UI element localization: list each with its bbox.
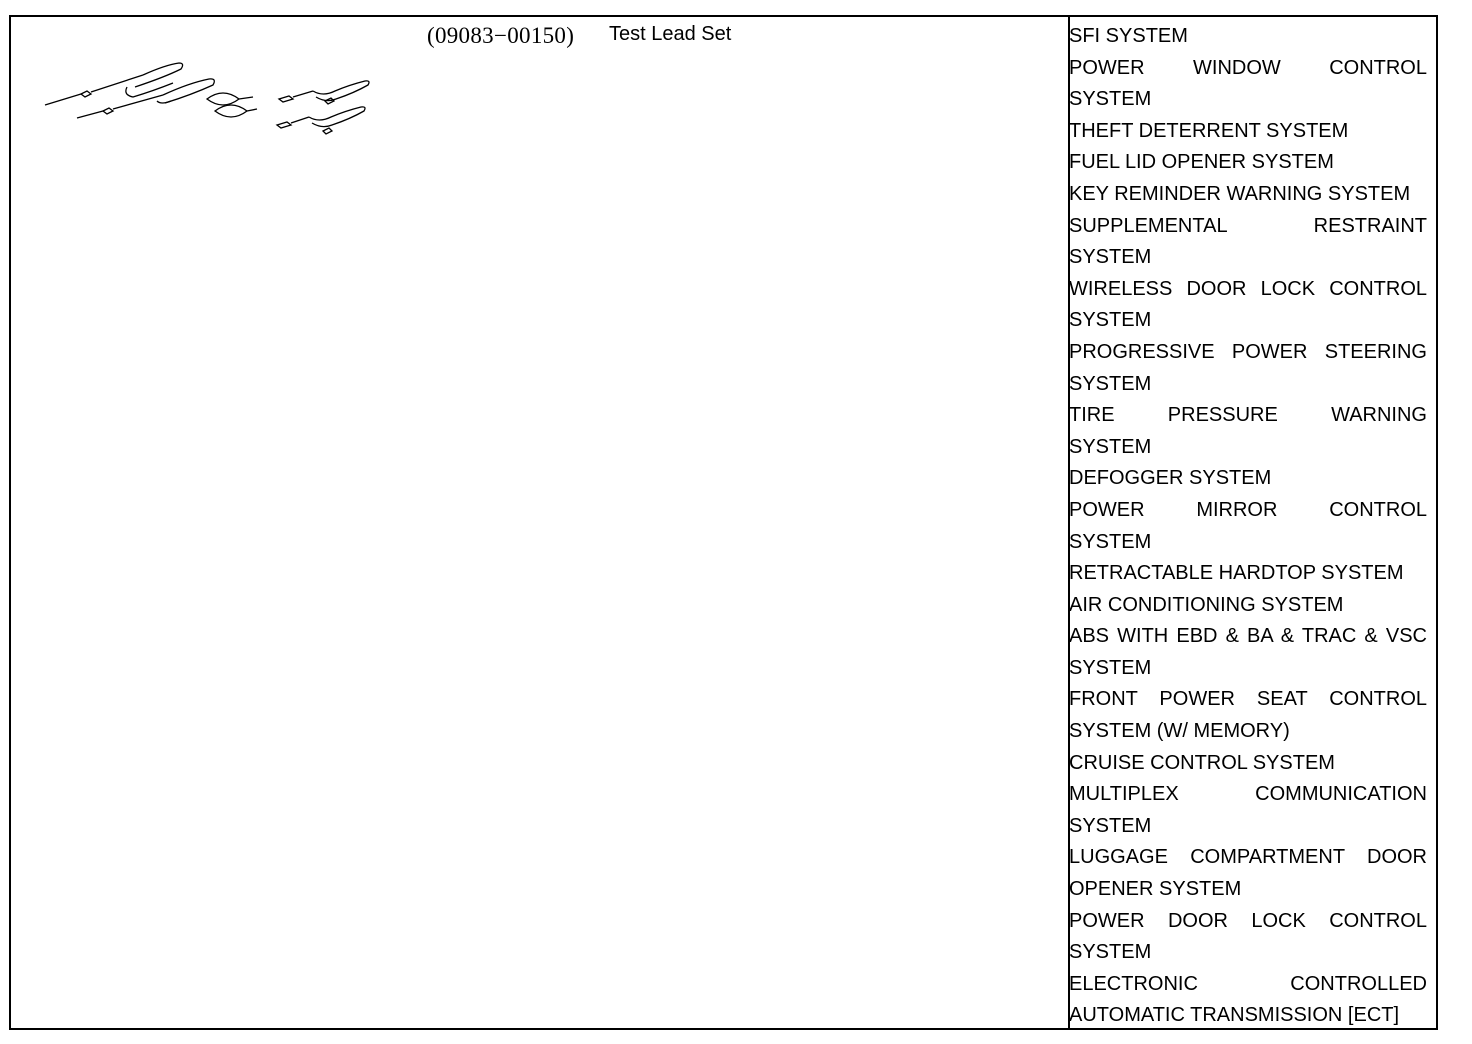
test-lead-set-illustration xyxy=(43,39,393,149)
system-item-line: PROGRESSIVE POWER STEERING xyxy=(1069,340,1427,363)
system-item-line: MULTIPLEX COMMUNICATION xyxy=(1069,783,1427,806)
system-item-line: KEY REMINDER WARNING SYSTEM xyxy=(1069,182,1411,205)
sst-table-frame xyxy=(9,15,1438,1030)
system-item-line: TIRE PRESSURE WARNING xyxy=(1069,404,1427,427)
tool-cell xyxy=(11,17,1068,1028)
system-item-line: LUGGAGE COMPARTMENT DOOR xyxy=(1069,846,1427,869)
system-item-line: CRUISE CONTROL SYSTEM xyxy=(1069,751,1335,774)
systems-list xyxy=(1069,21,1427,1032)
system-item-line: SYSTEM xyxy=(1069,435,1152,458)
tool-name: Test Lead Set xyxy=(609,23,732,45)
system-item-line: SYSTEM xyxy=(1069,530,1152,553)
system-item-line: ELECTRONIC CONTROLLED xyxy=(1069,972,1427,995)
system-item-line: SYSTEM xyxy=(1069,814,1152,837)
system-item-line: AIR CONDITIONING SYSTEM xyxy=(1069,593,1344,616)
tool-part-number: (09083−00150) xyxy=(427,23,575,48)
system-item-line: SYSTEM xyxy=(1069,246,1152,269)
system-item-line: FRONT POWER SEAT CONTROL xyxy=(1069,688,1427,711)
system-item-line: SUPPLEMENTAL RESTRAINT xyxy=(1069,214,1427,237)
system-item-line: POWER DOOR LOCK CONTROL xyxy=(1069,909,1427,932)
system-item-line: RETRACTABLE HARDTOP SYSTEM xyxy=(1069,562,1404,585)
system-item-line: SFI SYSTEM xyxy=(1069,25,1188,47)
system-item-line: POWER MIRROR CONTROL xyxy=(1069,498,1427,521)
system-item-line: SYSTEM xyxy=(1069,656,1152,679)
system-item-line: SYSTEM xyxy=(1069,372,1152,395)
system-item-line: WIRELESS DOOR LOCK CONTROL xyxy=(1069,277,1427,300)
system-item-line: SYSTEM xyxy=(1069,309,1152,332)
system-item-line: SYSTEM xyxy=(1069,941,1152,964)
system-item-line: OPENER SYSTEM xyxy=(1069,878,1242,901)
system-item-line: FUEL LID OPENER SYSTEM xyxy=(1069,151,1334,174)
system-item-line: DEFOGGER SYSTEM xyxy=(1069,467,1272,490)
system-item-line: ABS WITH EBD & BA & TRAC & VSC xyxy=(1069,625,1427,648)
system-item-line: AUTOMATIC TRANSMISSION [ECT] xyxy=(1069,1004,1400,1027)
system-item-line: THEFT DETERRENT SYSTEM xyxy=(1069,119,1349,142)
system-item-line: SYSTEM xyxy=(1069,88,1152,111)
system-item-line: POWER WINDOW CONTROL xyxy=(1069,56,1427,79)
system-item-line: SYSTEM (W/ MEMORY) xyxy=(1069,720,1290,743)
